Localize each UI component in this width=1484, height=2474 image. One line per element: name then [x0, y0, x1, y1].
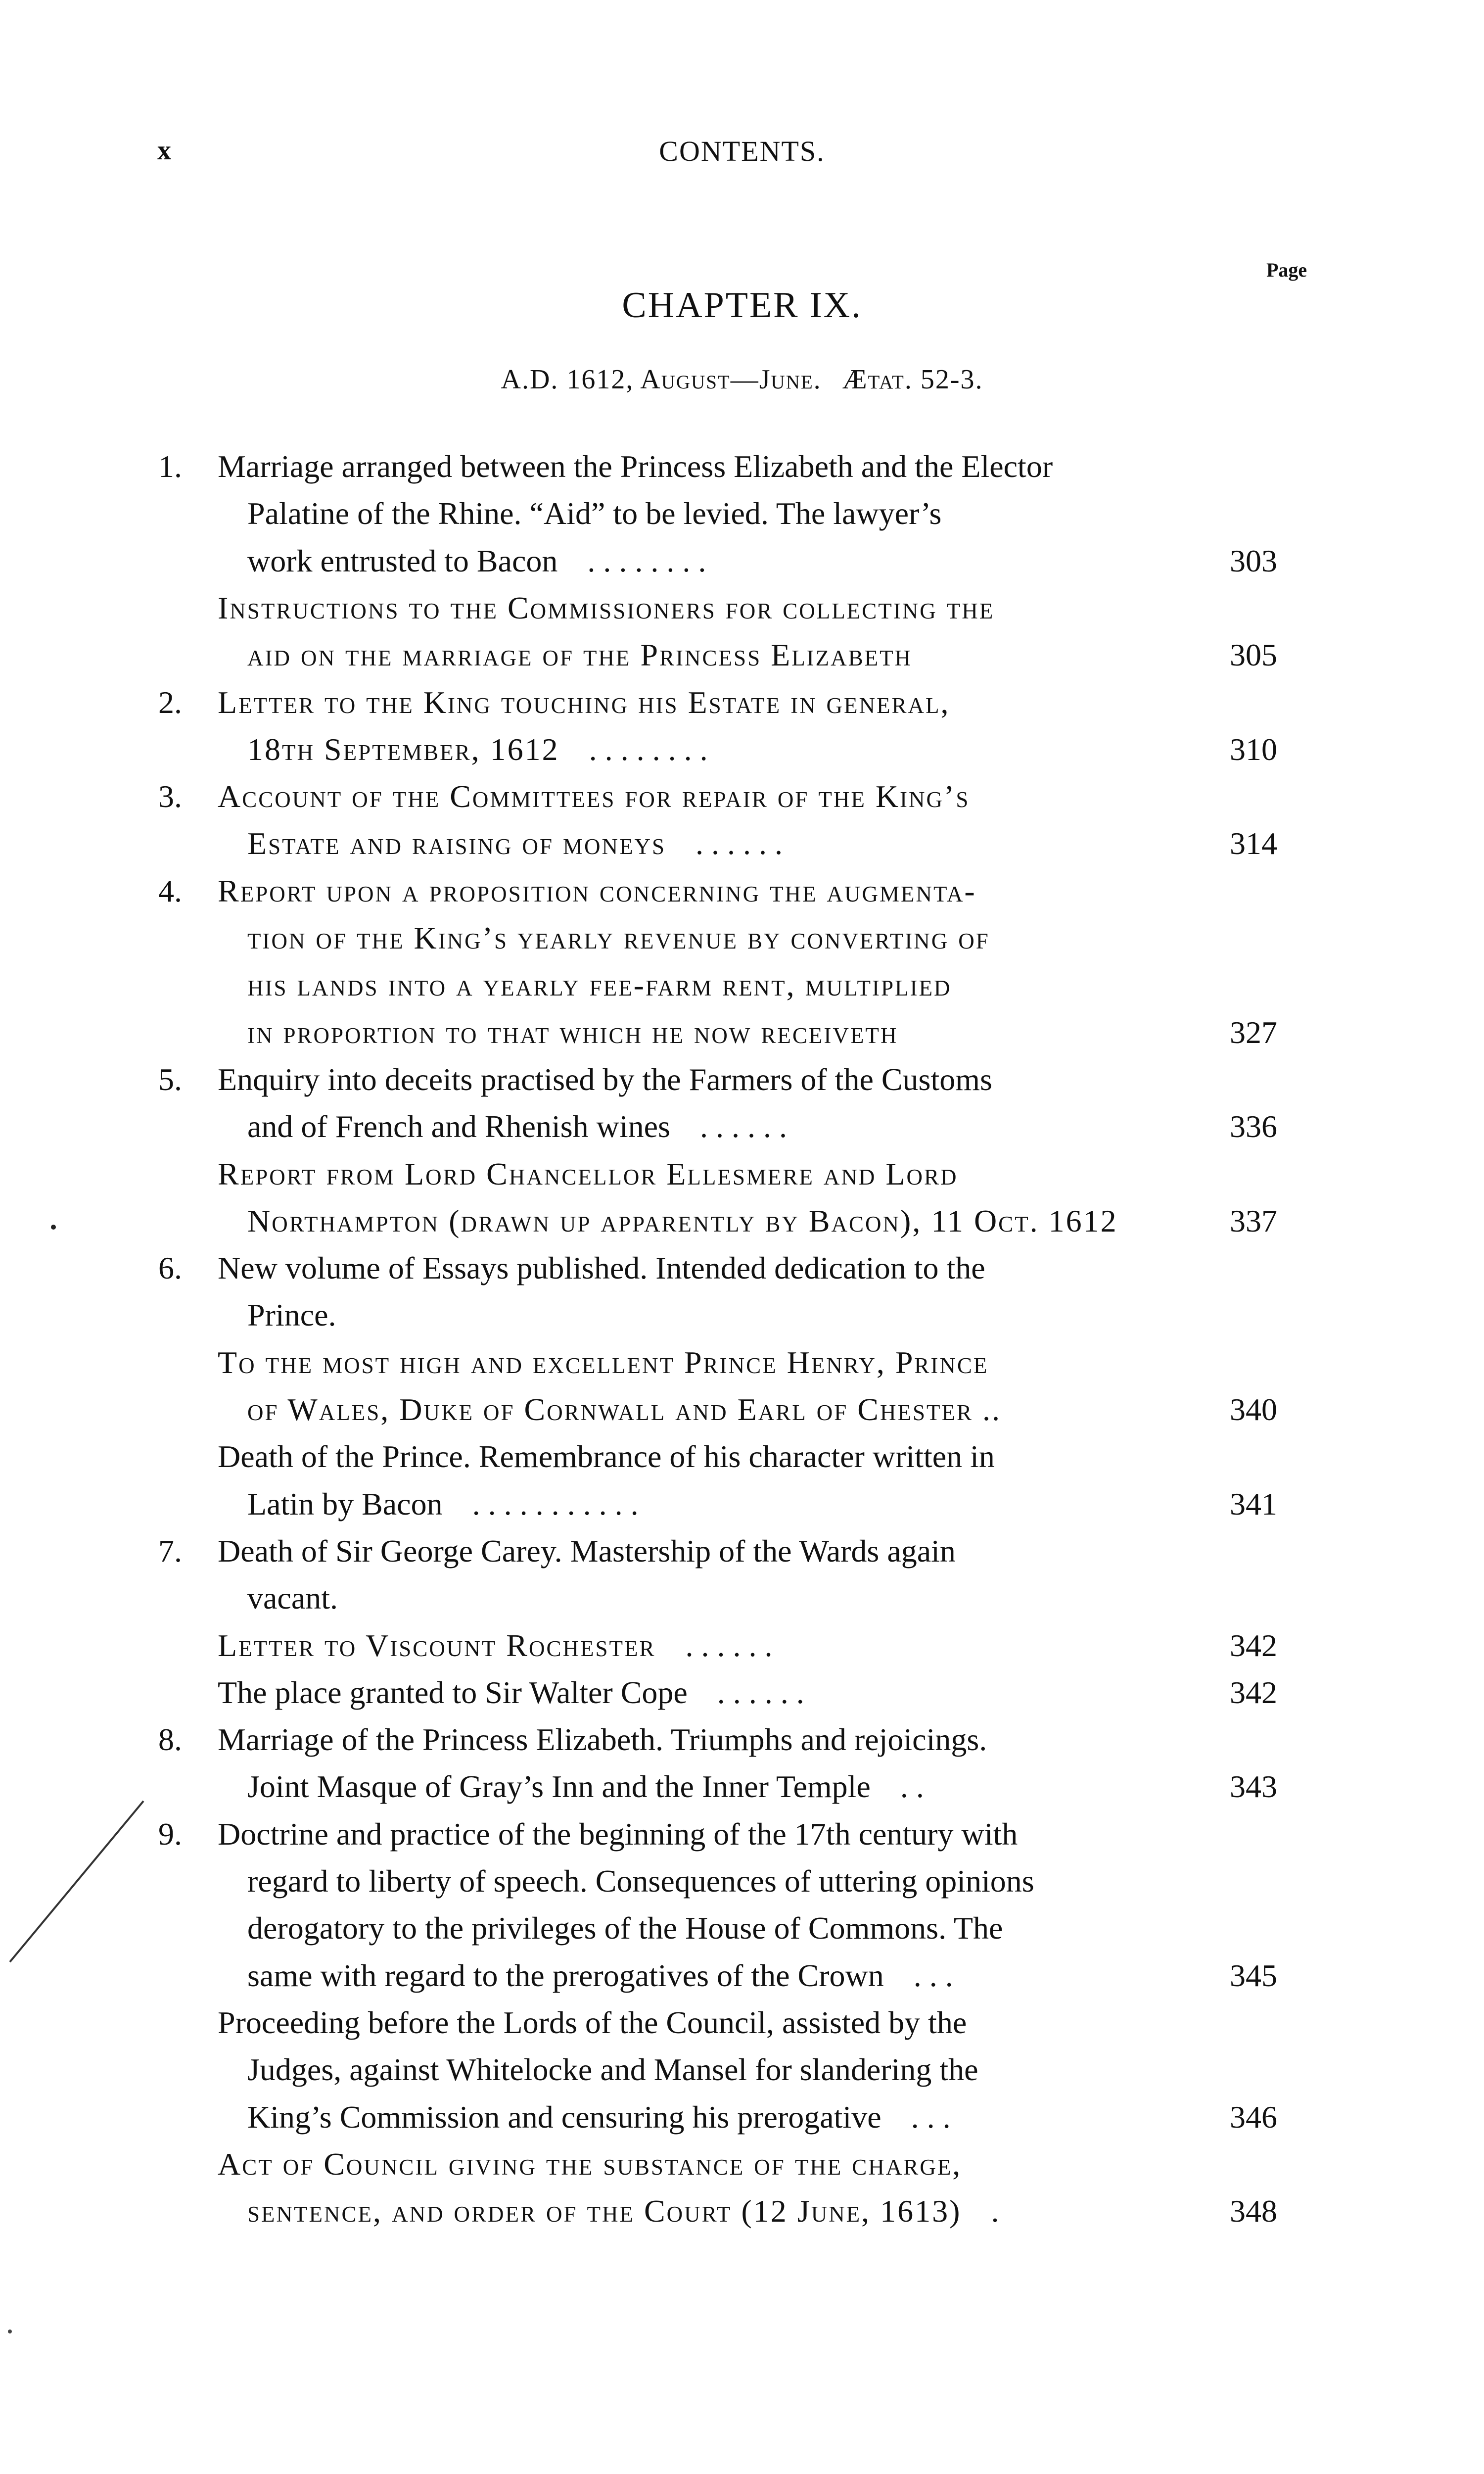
entry-title: Estate and raising of moneys [247, 826, 666, 861]
margin-dot [51, 1225, 56, 1230]
entry-title: Account of the Committees for repair of the King’s [218, 779, 970, 814]
margin-speck [8, 2330, 12, 2333]
leader-dots: . . . . . . [696, 826, 783, 861]
pencil-stroke [10, 1801, 143, 1962]
entry-title: sentence, and order of the Court (12 June, 1613) [247, 2193, 962, 2229]
entry-title: Report upon a proposition concerning the augmenta- [218, 873, 976, 908]
leader-dots: . [991, 2193, 999, 2229]
page-number: 343 [1230, 1769, 1277, 1805]
chapter-date-ad: A.D. 1612, August—June. [501, 364, 822, 395]
item-number: 8. [158, 1722, 182, 1758]
entry-title: Northampton (drawn up apparently by Bacon), 11 Oct. 1612 [247, 1203, 1118, 1238]
page-number: 314 [1230, 826, 1277, 861]
entry-title: Enquiry into deceits practised by the Farmers of the Customs [218, 1061, 992, 1097]
entry-title: derogatory to the privileges of the House of Commons. The [247, 1910, 1003, 1946]
item-number: 1. [158, 449, 182, 484]
leader-dots: . . . . . . . . [587, 543, 706, 578]
page-number: 310 [1230, 731, 1277, 767]
page-number: 337 [1230, 1203, 1277, 1238]
entry-title: of Wales, Duke of Cornwall and Earl of Chester .. [247, 1392, 1001, 1427]
entry-title: Prince. [247, 1297, 336, 1333]
leader-dots: . . . . . . . . . . . [472, 1486, 639, 1522]
entry-title: Letter to the King touching his Estate in general, [218, 684, 950, 720]
chapter-title: CHAPTER IX. [622, 285, 862, 326]
entry-title: New volume of Essays published. Intended dedication to the [218, 1250, 985, 1286]
entry-title: his lands into a yearly fee-farm rent, multiplied [247, 967, 952, 1003]
entry-title: Doctrine and practice of the beginning of the 17th century with [218, 1816, 1018, 1852]
leader-dots: . . . [913, 1957, 953, 1993]
page-number: 336 [1230, 1109, 1277, 1144]
entry-title: Letter to Viscount Rochester [218, 1627, 656, 1663]
item-number: 2. [158, 684, 182, 720]
item-number: 7. [158, 1533, 182, 1569]
page-number: 327 [1230, 1014, 1277, 1050]
item-number: 3. [158, 779, 182, 814]
entry-title: Death of Sir George Carey. Mastership of the Wards again [218, 1533, 956, 1569]
page-number: 303 [1230, 543, 1277, 578]
entry-title: Death of the Prince. Remembrance of his character written in [218, 1439, 995, 1475]
page-number: 346 [1230, 2099, 1277, 2135]
entry-title: 18th September, 1612 [247, 731, 559, 767]
entry-title: King’s Commission and censuring his prerogative [247, 2099, 881, 2135]
entry-title: regard to liberty of speech. Consequences of uttering opinions [247, 1863, 1034, 1899]
page-number: 342 [1230, 1674, 1277, 1710]
page-number: 341 [1230, 1486, 1277, 1522]
entry-title: Judges, against Whitelocke and Mansel for slandering the [247, 2052, 978, 2088]
page-column-label: Page [1266, 259, 1307, 281]
entry-title: To the most high and excellent Prince Henry, Prince [218, 1344, 989, 1380]
entry-title: Palatine of the Rhine. “Aid” to be levied. The lawyer’s [247, 496, 942, 531]
entry-title: Act of Council giving the substance of the charge, [218, 2146, 962, 2182]
leader-dots: . . . . . . [717, 1674, 804, 1710]
leader-dots: . . . [911, 2099, 951, 2135]
entry-title: Latin by Bacon [247, 1486, 443, 1522]
page-numeral: x [157, 135, 171, 166]
entry-title: tion of the King’s yearly revenue by converting of [247, 920, 990, 955]
entry-title: Joint Masque of Gray’s Inn and the Inner Temple [247, 1769, 871, 1805]
item-number: 9. [158, 1816, 182, 1852]
leader-dots: . . . . . . . . [589, 731, 708, 767]
running-title: CONTENTS. [659, 135, 825, 167]
entry-title: Marriage of the Princess Elizabeth. Triumphs and rejoicings. [218, 1722, 987, 1758]
page-number: 305 [1230, 637, 1277, 673]
entry-title: vacant. [247, 1580, 338, 1616]
page-number: 345 [1230, 1957, 1277, 1993]
leader-dots: . . . . . . [699, 1109, 787, 1144]
entry-title: aid on the marriage of the Princess Elizabeth [247, 637, 913, 673]
entry-title: Report from Lord Chancellor Ellesmere and Lord [218, 1156, 958, 1191]
entry-title: The place granted to Sir Walter Cope [218, 1674, 688, 1710]
leader-dots: . . [900, 1769, 924, 1805]
entry-title: work entrusted to Bacon [247, 543, 558, 578]
entry-title: Proceeding before the Lords of the Council, assisted by the [218, 2004, 967, 2040]
item-number: 5. [158, 1061, 182, 1097]
entry-title: same with regard to the prerogatives of the Crown [247, 1957, 884, 1993]
entry-title: and of French and Rhenish wines [247, 1109, 670, 1144]
page-number: 342 [1230, 1627, 1277, 1663]
leader-dots: . . . . . . [685, 1627, 773, 1663]
item-number: 6. [158, 1250, 182, 1286]
entry-title: Instructions to the Commissioners for collecting the [218, 590, 995, 625]
page-number: 340 [1230, 1392, 1277, 1427]
item-number: 4. [158, 873, 182, 908]
chapter-date-aetat: Ætat. 52-3. [842, 364, 983, 395]
entry-title: Marriage arranged between the Princess Elizabeth and the Elector [218, 449, 1053, 484]
page-number: 348 [1230, 2193, 1277, 2229]
entry-title: in proportion to that which he now receiveth [247, 1014, 898, 1050]
